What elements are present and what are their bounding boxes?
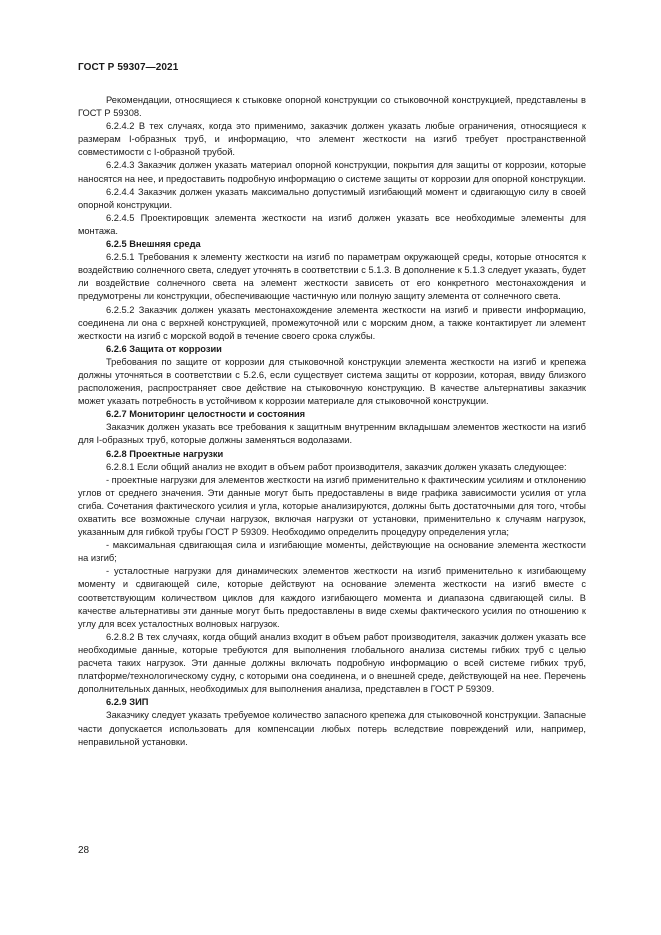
paragraph: - усталостные нагрузки для динамических элементов жесткости на изгиб применительно к изгибающему моменту и сдвигающей силе, которые действуют на основание элемента жесткости на изгиб вместе с соответствующим количеством циклов для каждого изгибающего момента и диапазона сдвигающей силы. В качестве альтернативы эти данные могут быть предоставлены в виде схемы фактического усилия по отношению к углу для всех усталостных волновых нагрузок.: [78, 566, 586, 629]
section-heading: 6.2.9 ЗИП: [106, 697, 149, 708]
paragraph: - проектные нагрузки для элементов жесткости на изгиб применительно к фактическим усилиям и отклонению углов от среднего значения. Эти данные могут быть предоставлены в виде графика зависимости усилия от угла сгиба. Сочетания фактического усилия и угла, которые анализируются, должны быть достаточными для того, чтобы охватить все возможные случаи нагрузок, включая нагрузки от установки, применительно к случаям нагрузок, указанным для гибкой трубы ГОСТ Р 59309. Необходимо определить процедуру определения угла;: [78, 474, 586, 538]
paragraph: Заказчик должен указать все требования к защитным внутренним вкладышам элементов жесткости на изгиб для I-образных труб, которые должны заменяться водолазами.: [78, 422, 586, 446]
section-heading: 6.2.5 Внешняя среда: [106, 239, 201, 250]
paragraph: Рекомендации, относящиеся к стыковке опорной конструкции со стыковочной конструкцией, представлены в ГОСТ Р 59308.: [78, 95, 586, 119]
paragraph: 6.2.8.2 В тех случаях, когда общий анализ входит в объем работ производителя, заказчик должен указать все необходимые данные, которые требуются для выполнения глобального анализа системы гибких труб с целью расчета таких нагрузок. Эти данные должны включать подробную информацию о всей системе гибких труб, платформе/технологическому судну, с которыми она соединена, и о внешней среде, действующей на нее. Перечень дополнительных данных, необходимых для выполнения анализа, представлен в ГОСТ Р 59309.: [78, 631, 586, 695]
paragraph: 6.2.4.2 В тех случаях, когда это применимо, заказчик должен указать любые ограничения, относящиеся к размерам I-образных труб, и информацию, что элемент жесткости на изгиб требует пространственной совместимости с I-образной трубой.: [78, 121, 586, 158]
paragraph: 6.2.5.1 Требования к элементу жесткости на изгиб по параметрам окружающей среды, которые относятся к воздействию солнечного света, следует уточнять в соответствии с 5.1.3. В дополнение к 5.1.3 следует указать, будет ли воздействие солнечного света на элемент жесткости зависеть от его конкретного местонахождения и предумотрены ли конструкции, обеспечивающие частичную или полную защиту элемента от солнечного света.: [78, 252, 586, 302]
paragraph: 6.2.4.4 Заказчик должен указать максимально допустимый изгибающий момент и сдвигающую силу в своей опорной конструкции.: [78, 186, 586, 210]
paragraph: Требования по защите от коррозии для стыковочной конструкции элемента жесткости на изгиб и крепежа должны уточняться в соответствии с 5.2.6, если существует система защиты от коррозии, которая, ввиду близкого расположения, распространяет свое действие на стыковочную конструкцию. В качестве альтернативы заказчик может указать потребность в устойчивом к коррозии материале для стыковочной конструкции.: [78, 356, 586, 407]
document-body: [78, 94, 586, 749]
paragraph: - максимальная сдвигающая сила и изгибающие моменты, действующие на основание элемента жесткости на изгиб;: [78, 540, 586, 564]
section-heading: 6.2.8 Проектные нагрузки: [106, 448, 224, 459]
paragraph: Заказчику следует указать требуемое количество запасного крепежа для стыковочной конструкции. Запасные части допускается использовать для компенсации любых потерь вследствие повреждений или, например, неправильной установки.: [78, 710, 586, 747]
section-heading: 6.2.7 Мониторинг целостности и состояния: [106, 409, 306, 420]
paragraph: 6.2.4.3 Заказчик должен указать материал опорной конструкции, покрытия для защиты от коррозии, которые наносятся на нее, и предоставить подробную информацию о системе защиты от коррозии для опорной конструкции.: [78, 160, 586, 184]
paragraph: 6.2.8.1 Если общий анализ не входит в объем работ производителя, заказчик должен указать следующее:: [106, 461, 567, 472]
paragraph: 6.2.5.2 Заказчик должен указать местонахождение элемента жесткости на изгиб и привести информацию, соединена ли она с верхней конструкцией, промежуточной или с морским дном, а также контактирует ли элемент жесткости на изгиб с морской водой в течение своего срока службы.: [78, 304, 586, 341]
document-header: ГОСТ Р 59307—2021: [78, 62, 179, 73]
page-number: 28: [78, 845, 90, 856]
section-heading: 6.2.6 Защита от коррозии: [106, 343, 222, 354]
paragraph: 6.2.4.5 Проектировщик элемента жесткости на изгиб должен указать все необходимые элементы для монтажа.: [78, 212, 586, 236]
